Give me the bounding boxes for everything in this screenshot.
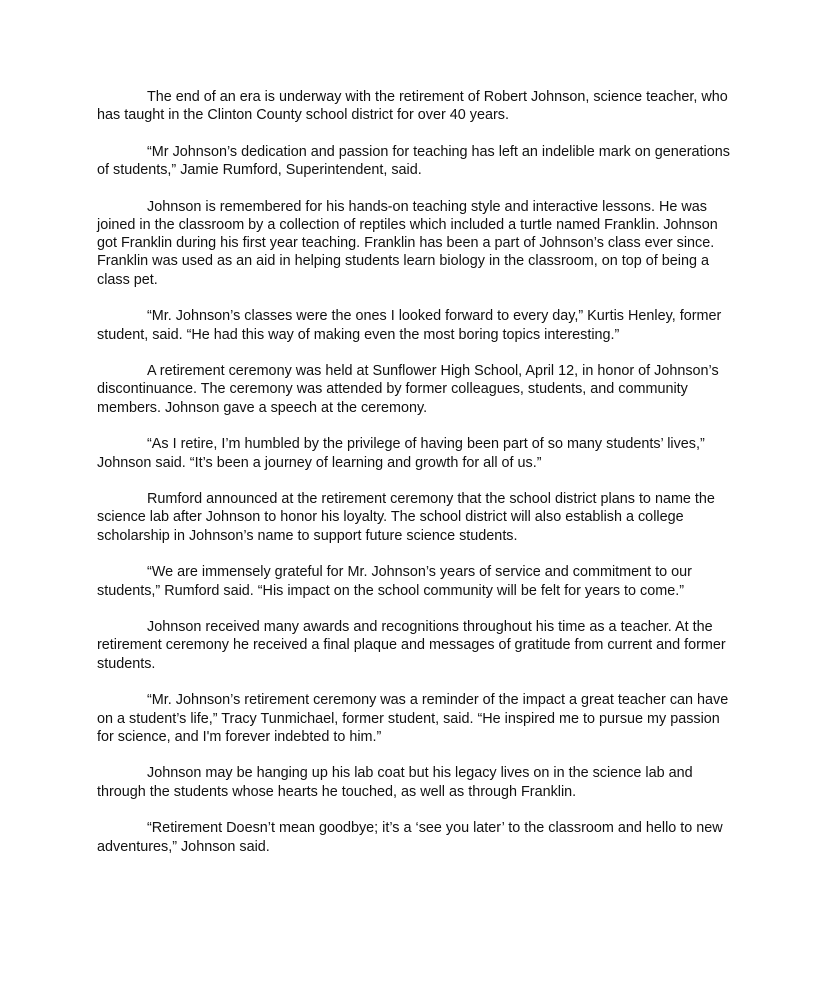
article-body bbox=[97, 88, 733, 874]
paragraph-2: “Mr Johnson’s dedication and passion for teaching has left an indelible mark on generations of students,” Jamie Rumford, Superintendent, said. bbox=[97, 143, 730, 179]
paragraph-11: Johnson may be hanging up his lab coat but his legacy lives on in the science lab and through the students whose hearts he touched, as well as through Franklin. bbox=[97, 765, 693, 800]
paragraph-3: Johnson is remembered for his hands-on teaching style and interactive lessons. He was joined in the classroom by a collection of reptiles which included a turtle named Franklin. Johnson got Franklin during his first year teaching. Franklin has been a part of Johnson’s class ever since. Franklin was used as an aid in helping students learn biology in the classroom, on top of being a class pet. bbox=[97, 198, 718, 288]
paragraph-5: A retirement ceremony was held at Sunflower High School, April 12, in honor of Johnson’s discontinuance. The ceremony was attended by former colleagues, students, and community members. Johnson gave a speech at the ceremony. bbox=[97, 363, 719, 416]
paragraph-8: “We are immensely grateful for Mr. Johnson’s years of service and commitment to our students,” Rumford said. “His impact on the school community will be felt for years to come.” bbox=[97, 564, 692, 599]
paragraph-4: “Mr. Johnson’s classes were the ones I looked forward to every day,” Kurtis Henley, former student, said. “He had this way of making even the most boring topics interesting.” bbox=[97, 308, 722, 343]
paragraph-1: The end of an era is underway with the retirement of Robert Johnson, science teacher, who has taught in the Clinton County school district for over 40 years. bbox=[97, 89, 728, 124]
paragraph-9: Johnson received many awards and recognitions throughout his time as a teacher. At the retirement ceremony he received a final plaque and messages of gratitude from current and former students. bbox=[97, 619, 726, 672]
paragraph-10: “Mr. Johnson’s retirement ceremony was a reminder of the impact a great teacher can have on a student’s life,” Tracy Tunmichael, former student, said. “He inspired me to pursue my passion for science, and I'm forever indebted to him.” bbox=[97, 692, 729, 745]
paragraph-7: Rumford announced at the retirement ceremony that the school district plans to name the science lab after Johnson to honor his loyalty. The school district will also establish a college scholarship in Johnson’s name to support future science students. bbox=[97, 491, 715, 544]
paragraph-12: “Retirement Doesn’t mean goodbye; it’s a ‘see you later’ to the classroom and hello to new adventures,” Johnson said. bbox=[97, 820, 723, 855]
paragraph-6: “As I retire, I’m humbled by the privilege of having been part of so many students’ lives,” Johnson said. “It’s been a journey of learning and growth for all of us.” bbox=[97, 436, 705, 471]
